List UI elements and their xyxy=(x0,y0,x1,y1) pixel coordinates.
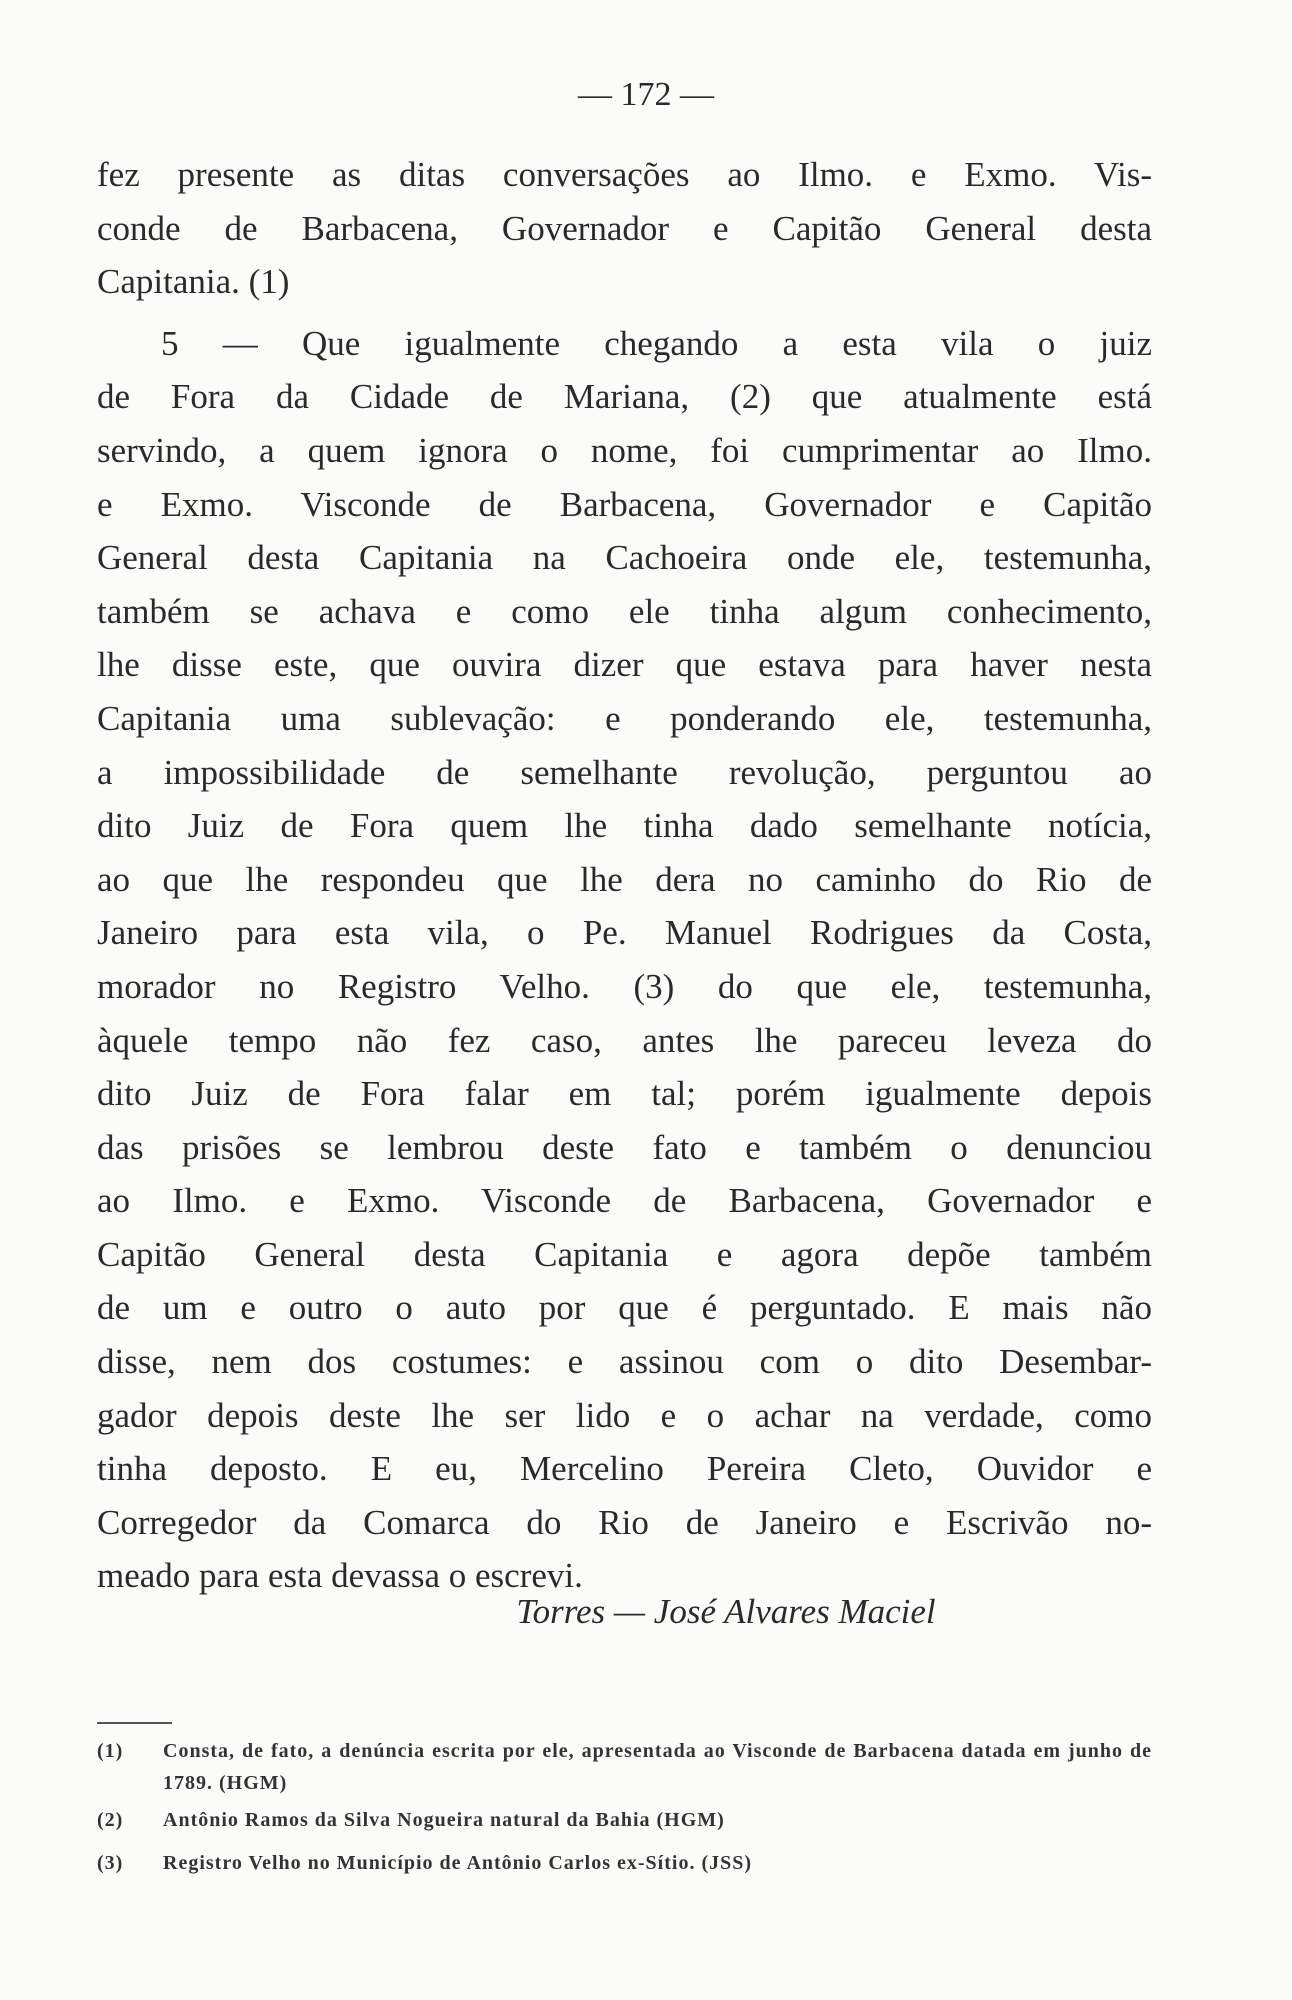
text-line: de um e outro o auto por que é perguntado. E mais não xyxy=(97,1288,1152,1328)
text-line: de Fora da Cidade de Mariana, (2) que atualmente está xyxy=(97,377,1152,417)
text-line: também se achava e como ele tinha algum conhecimento, xyxy=(97,591,1152,631)
footnote-text: Antônio Ramos da Silva Nogueira natural da Bahia (HGM) xyxy=(163,1809,725,1831)
footnote-3 xyxy=(97,1847,1152,1879)
text-line: 5 — Que igualmente chegando a esta vila o juiz xyxy=(161,323,1152,363)
footnote-number: (1) xyxy=(97,1740,124,1762)
page-number: — 172 — xyxy=(578,76,714,113)
text-line: Capitão General desta Capitania e agora depõe também xyxy=(97,1234,1152,1274)
text-line: General desta Capitania na Cachoeira onde ele, testemunha, xyxy=(97,538,1152,578)
text-line: meado para esta devassa o escrevi. xyxy=(97,1556,583,1596)
footnote-number: (2) xyxy=(97,1809,124,1831)
text-line: das prisões se lembrou deste fato e também o denunciou xyxy=(97,1127,1152,1167)
text-line: morador no Registro Velho. (3) do que ele, testemunha, xyxy=(97,966,1152,1006)
footnote-divider xyxy=(97,1722,172,1724)
footnote-2 xyxy=(97,1804,1152,1836)
text-line: conde de Barbacena, Governador e Capitão General desta xyxy=(97,208,1152,248)
footnote-text: Consta, de fato, a denúncia escrita por ele, apresentada ao Visconde de Barbacena datada em junho de 1789. (HGM) xyxy=(163,1740,1152,1794)
footnote-1 xyxy=(97,1735,1152,1799)
body-text xyxy=(97,148,1152,1603)
text-line: a impossibilidade de semelhante revolução, perguntou ao xyxy=(97,752,1152,792)
text-line: Corregedor da Comarca do Rio de Janeiro e Escrivão no- xyxy=(97,1502,1152,1542)
text-line: fez presente as ditas conversações ao Ilmo. e Exmo. Vis- xyxy=(97,155,1152,194)
text-line: ao Ilmo. e Exmo. Visconde de Barbacena, Governador e xyxy=(97,1181,1152,1221)
text-line: dito Juiz de Fora falar em tal; porém igualmente depois xyxy=(97,1074,1152,1114)
text-line: Janeiro para esta vila, o Pe. Manuel Rodrigues da Costa, xyxy=(97,913,1152,953)
text-line: gador depois deste lhe ser lido e o achar na verdade, como xyxy=(97,1395,1152,1435)
text-line: dito Juiz de Fora quem lhe tinha dado semelhante notícia, xyxy=(97,806,1152,846)
text-line: Capitania. (1) xyxy=(97,262,290,302)
signature-line: Torres — José Alvares Maciel xyxy=(516,1592,936,1631)
text-line: Capitania uma sublevação: e ponderando ele, testemunha, xyxy=(97,698,1152,738)
footnote-text: Registro Velho no Município de Antônio Carlos ex-Sítio. (JSS) xyxy=(163,1852,753,1874)
text-line: àquele tempo não fez caso, antes lhe pareceu leveza do xyxy=(97,1020,1152,1060)
text-line: tinha deposto. E eu, Mercelino Pereira Cleto, Ouvidor e xyxy=(97,1449,1152,1489)
text-line: disse, nem dos costumes: e assinou com o dito Desembar- xyxy=(97,1342,1152,1382)
footnote-number: (3) xyxy=(97,1852,124,1874)
text-line: lhe disse este, que ouvira dizer que estava para haver nesta xyxy=(97,645,1152,685)
text-line: e Exmo. Visconde de Barbacena, Governador e Capitão xyxy=(97,484,1152,524)
text-line: ao que lhe respondeu que lhe dera no caminho do Rio de xyxy=(97,859,1152,899)
text-line: servindo, a quem ignora o nome, foi cumprimentar ao Ilmo. xyxy=(97,430,1152,470)
